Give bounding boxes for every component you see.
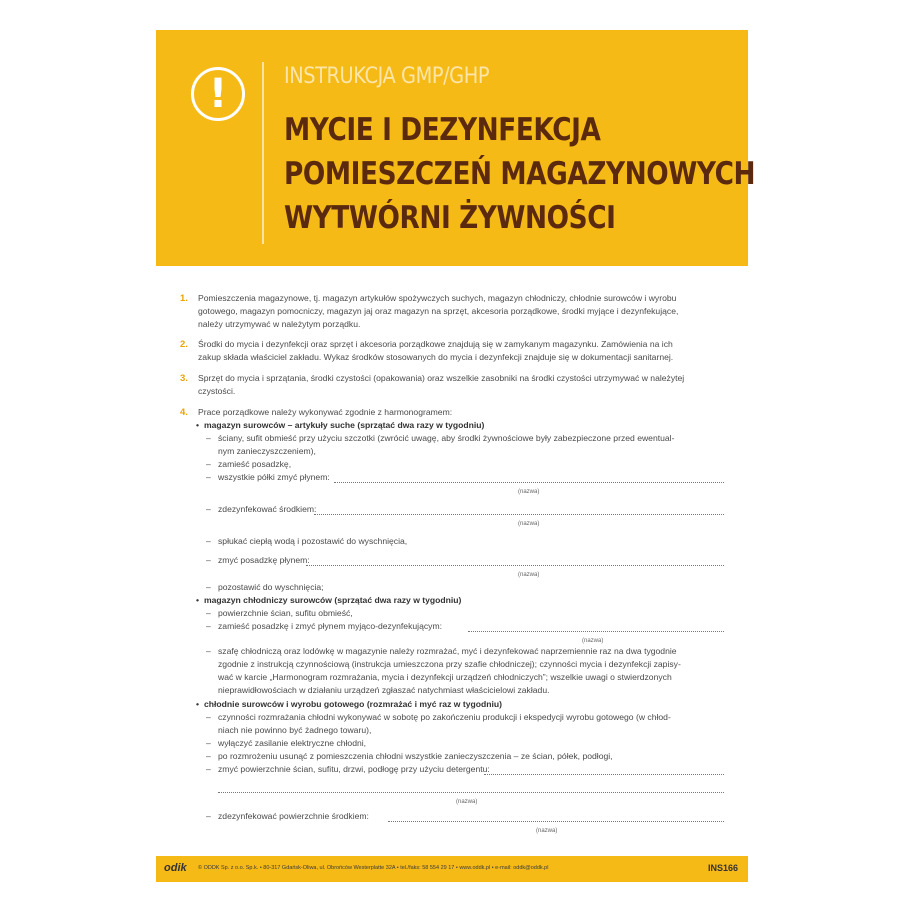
footer-bar [156,856,748,882]
item-text [198,372,728,398]
task-line: – czynności rozmrażania chłodni wykonywać w sobotę po zakończeniu produkcji i ekspedycji wyrobu gotowego (w chłod- [206,712,671,722]
task-line: – ściany, sufit obmieść przy użyciu szczotki (zwrócić uwagę, aby środki żywnościowe były zabezpieczone przed ewentual- [206,433,675,443]
fill-hint: (nazwa) [518,521,540,527]
header-banner [156,30,756,266]
footer-contact: © ODDK Sp. z o.o. Sp.k. • 80-317 Gdańsk-Oliwa, ul. Obrońców Westerplatte 32A • tel./faks: 58 554 29 17 • www.oddk.pl • e-mail: oddk@oddk.pl [198,865,549,871]
text-line: Sprzęt do mycia i sprzątania, środki czystości (opakowania) oraz wszelkie zasobniki na środki czystości utrzymywać w należytej [198,373,685,383]
text-line: Prace porządkowe należy wykonywać zgodnie z harmonogramem: [198,407,453,417]
fill-in-line[interactable] [334,482,724,483]
document-code: INS166 [707,863,738,873]
task-line: – zmyć posadzkę płynem: [206,555,310,565]
title-line: POMIESZCZEŃ MAGAZYNOWYCH [284,156,756,192]
fill-in-line[interactable] [314,514,724,515]
task-line: – zdezynfekować powierzchnie środkiem: [206,811,369,821]
fill-in-line[interactable] [484,774,724,775]
title-line: MYCIE I DEZYNFEKCJA [284,112,601,148]
task-line: – wyłączyć zasilanie elektryczne chłodni, [206,738,367,748]
fill-hint: (nazwa) [518,572,540,578]
task-line: – pozostawić do wyschnięcia; [206,582,324,592]
task-line-cont: niach nie powinno być żadnego towaru), [218,725,372,735]
text-line: czystości. [198,386,236,397]
fill-in-line[interactable] [218,792,724,793]
item-text [198,338,728,364]
task-line: – spłukać ciepłą wodą i pozostawić do wyschnięcia, [206,536,408,546]
bullet-icon: • [196,699,200,709]
item-number: 2. [180,339,188,350]
fill-in-line[interactable] [306,565,724,566]
text-line: Pomieszczenia magazynowe, tj. magazyn artykułów spożywczych suchych, magazyn chłodniczy, chłodnie surowców i wyrobu [198,293,677,303]
header-divider [262,62,264,244]
task-line-cont: wać w karcie „Harmonogram rozmrażania, mycia i dezynfekcji urządzeń chłodniczych”; wszelkie uwagi o stwierdzonych [218,672,672,682]
section-heading: • chłodnie surowców i wyrobu gotowego (rozmrażać i myć raz w tygodniu) [196,699,502,709]
text-line: gotowego, magazyn pomocniczy, magazyn jaj oraz magazyn na sprzęt, akcesoria porządkowe, środki myjące i dezynfekujące, [198,306,679,317]
task-line-cont: nieprawidłowościach w działaniu urządzeń zgłaszać natychmiast właścicielowi zakładu. [218,685,550,695]
task-line: – zmyć powierzchnie ścian, sufitu, drzwi, podłogę przy użyciu detergentu: [206,764,490,774]
item-text [198,406,728,419]
warning-icon: ! [191,67,245,121]
item-number: 1. [180,293,188,304]
bullet-icon: • [196,595,200,605]
item-text [198,292,728,332]
section-heading: • magazyn surowców – artykuły suche (sprzątać dwa razy w tygodniu) [196,420,485,430]
task-line: – zdezynfekować środkiem: [206,504,317,514]
task-line: – po rozmrożeniu usunąć z pomieszczenia chłodni wszystkie zanieczyszczenia – ze ścian, półek, podłogi, [206,751,613,761]
title-line: WYTWÓRNI ŻYWNOŚCI [284,200,616,236]
section-heading: • magazyn chłodniczy surowców (sprzątać dwa razy w tygodniu) [196,595,462,605]
fill-hint: (nazwa) [518,489,540,495]
text-line: Środki do mycia i dezynfekcji oraz sprzęt i akcesoria porządkowe znajdują się w zamykanym magazynku. Zamówienia na ich [198,339,673,349]
task-line-cont: zgodnie z instrukcją czynnościową (instrukcja umieszczona przy szafie chłodniczej); czynności mycia i dezynfekcji zapisy- [218,659,681,669]
oddk-logo: odik [164,862,187,874]
text-line: należy utrzymywać w należytym porządku. [198,319,361,330]
fill-hint: (nazwa) [536,828,558,834]
task-line: – zamieść posadzkę i zmyć płynem myjąco-dezynfekującym: [206,621,442,631]
task-line: – szafę chłodniczą oraz lodówkę w magazynie należy rozmrażać, myć i dezynfekować naprzemiennie raz na dwa tygodnie [206,646,677,656]
task-line: – powierzchnie ścian, sufitu obmieść, [206,608,353,618]
item-number: 4. [180,407,188,418]
instruction-sheet [156,30,756,882]
fill-in-line[interactable] [388,821,724,822]
bullet-icon: • [196,420,200,430]
document-subtitle: INSTRUKCJA GMP/GHP [284,64,490,89]
fill-hint: (nazwa) [582,638,604,644]
fill-hint: (nazwa) [456,799,478,805]
task-line: – wszystkie półki zmyć płynem: [206,472,330,482]
text-line: zakup składa właściciel zakładu. Wykaz środków stosowanych do mycia i dezynfekcji znajduje się w dokumentacji sanitarnej. [198,352,674,363]
fill-in-line[interactable] [468,631,724,632]
document-title [284,108,756,240]
task-line: – zamieść posadzkę, [206,459,292,469]
item-number: 3. [180,373,188,384]
task-line-cont: nym zanieczyszczeniem), [218,446,316,456]
